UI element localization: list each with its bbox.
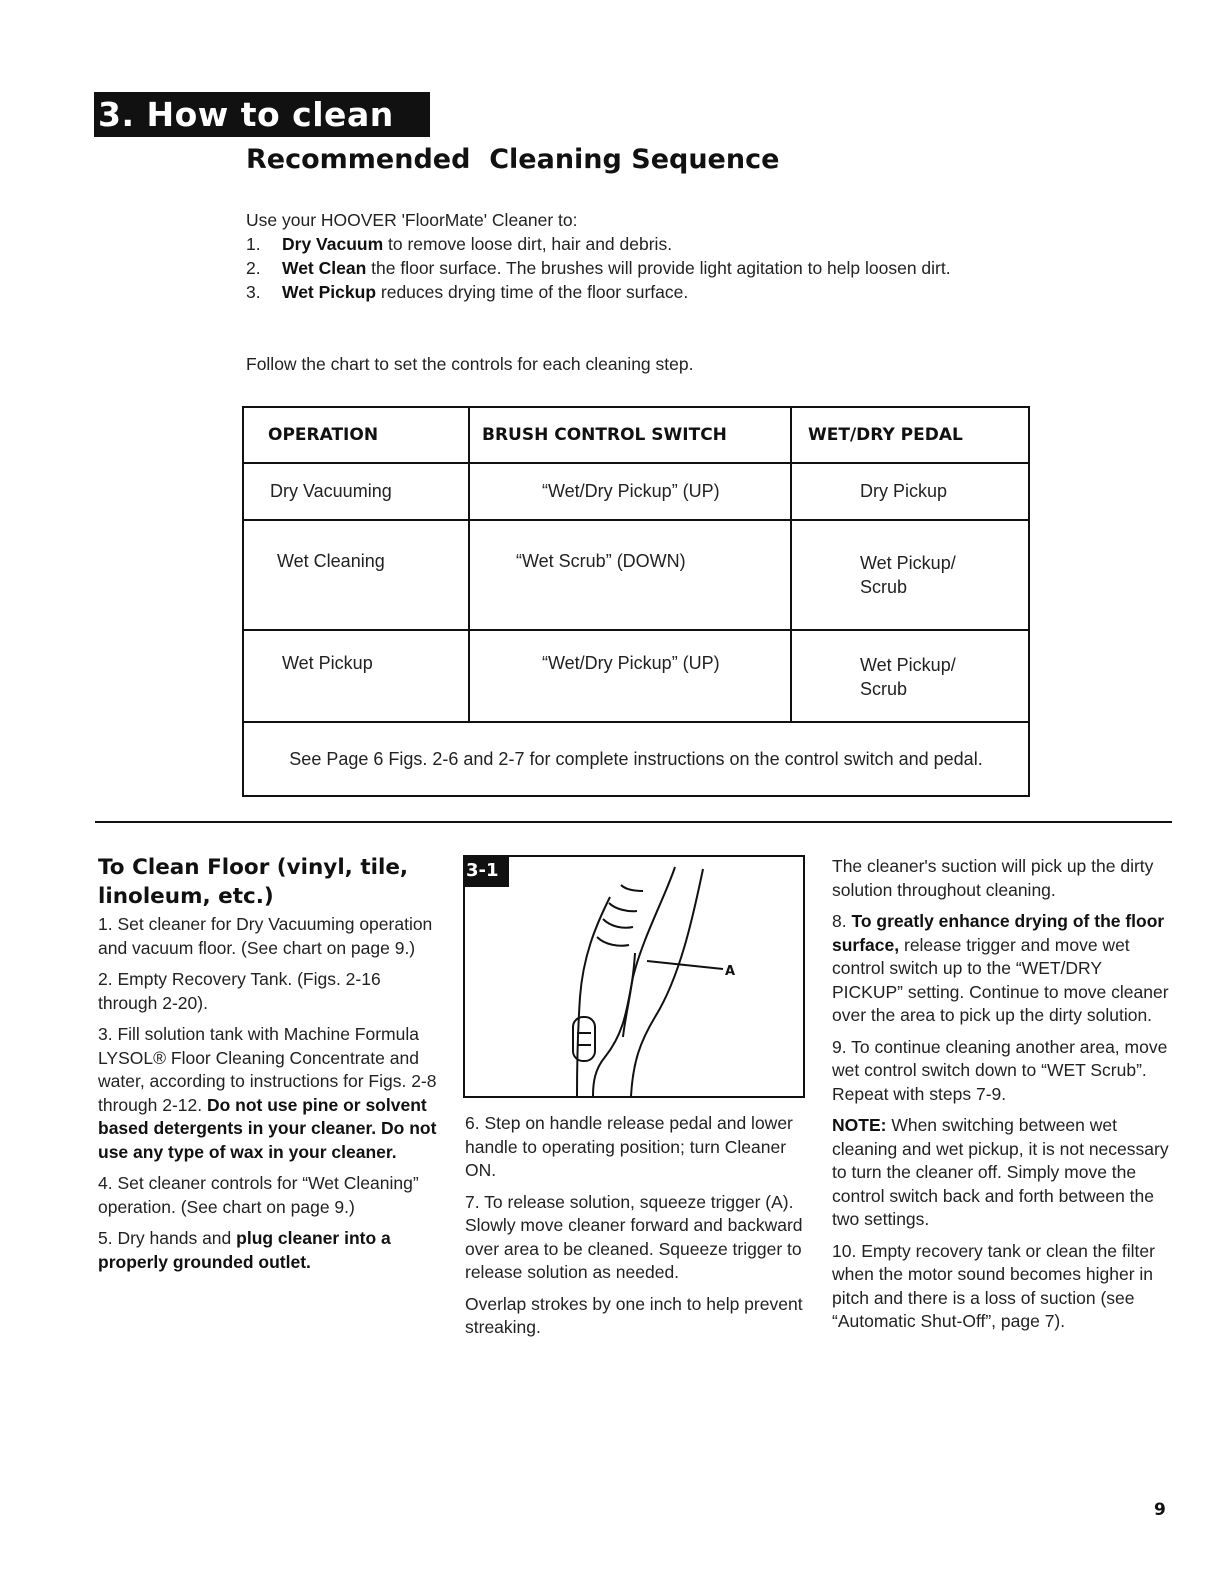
table-header: OPERATION [243, 407, 469, 463]
step-8-text: release trigger and move wet control switch up to the “WET/DRY PICKUP” setting. Continue to move cleaner over the area to pick up the dirty solution. [832, 934, 1169, 1025]
step-5-text: 5. Dry hands and [98, 1228, 237, 1248]
step-9: 9. To continue cleaning another area, move wet control switch down to “WET Scrub”. Repeat with steps 7-9. [832, 1036, 1168, 1104]
step-2: 2. Empty Recovery Tank. (Figs. 2-16 through 2-20). [98, 969, 381, 1013]
intro [246, 208, 1006, 304]
table-cell: Wet Pickup/ Scrub [791, 630, 1029, 722]
table-cell: Wet Pickup/ Scrub [791, 520, 1029, 630]
grip-mark [603, 919, 633, 928]
step-8 [832, 910, 1177, 1028]
pedal-ridges [577, 1033, 591, 1045]
table-cell: “Wet/Dry Pickup” (UP) [469, 463, 791, 520]
suction-note: The cleaner's suction will pick up the dirty solution throughout cleaning. [832, 856, 1154, 900]
step-text: to remove loose dirt, hair and debris. [383, 234, 673, 254]
handle-outline-left [577, 897, 610, 1096]
step-5-bold: plug cleaner into a properly grounded outlet. [98, 1228, 391, 1272]
note-text: When switching between wet cleaning and wet pickup, it is not necessary to turn the cleaner off. Simply move the control switch back and forth between the two settings. [832, 1115, 1169, 1229]
list-item [246, 232, 1006, 256]
chart-intro: Follow the chart to set the controls for each cleaning step. [246, 354, 694, 374]
table-cell: “Wet/Dry Pickup” (UP) [469, 630, 791, 722]
handle-outline-right [631, 869, 703, 1096]
section-title: 3. How to clean [94, 92, 430, 137]
section-divider [95, 821, 1172, 823]
step-keyword: Dry Vacuum [282, 234, 384, 254]
step-number: 2. [246, 258, 261, 278]
table-row [243, 520, 1029, 630]
callout-label: A [725, 964, 736, 979]
figure-3-1 [463, 855, 805, 1098]
note-label: NOTE: [832, 1115, 887, 1135]
page-subtitle: Recommended Cleaning Sequence [246, 144, 780, 175]
step-8-bold: To greatly enhance drying of the floor surface, [832, 911, 1165, 955]
floor-column [98, 853, 443, 1282]
middle-column [465, 1112, 810, 1348]
table-cell: Dry Pickup [791, 463, 1029, 520]
list-item [246, 280, 1006, 304]
pedal-release [573, 1017, 595, 1061]
table-row [243, 630, 1029, 722]
step-3-warning: Do not use pine or solvent based detergents in your cleaner. Do not use any type of wax in your cleaner. [98, 1094, 437, 1162]
step-keyword: Wet Clean [282, 258, 367, 278]
floor-heading: To Clean Floor (vinyl, tile, linoleum, etc.) [98, 855, 409, 909]
step-4: 4. Set cleaner controls for “Wet Cleaning” operation. (See chart on page 9.) [98, 1173, 419, 1217]
handle-outline-inner [593, 867, 675, 1096]
table-row [243, 463, 1029, 520]
callout-line [647, 961, 723, 969]
step-8-number: 8. [832, 911, 852, 931]
grip-mark [609, 903, 637, 911]
cleaner-handle-illustration [465, 857, 803, 1096]
step-number: 1. [246, 234, 261, 254]
step-1: 1. Set cleaner for Dry Vacuuming operation and vacuum floor. (See chart on page 9.) [98, 914, 433, 958]
table-footnote: See Page 6 Figs. 2-6 and 2-7 for complete instructions on the control switch and pedal. [243, 722, 1029, 796]
table-row [243, 722, 1029, 796]
trigger-curve [623, 953, 635, 1037]
page-number: 9 [1154, 1500, 1166, 1520]
step-7: 7. To release solution, squeeze trigger (A). Slowly move cleaner forward and backward over area to be cleaned. Squeeze trigger to release solution as needed. [465, 1191, 803, 1282]
table-header: WET/DRY PEDAL [791, 407, 1029, 463]
step-number: 3. [246, 282, 261, 302]
step-keyword: Wet Pickup [282, 282, 377, 302]
table-cell: Dry Vacuuming [243, 463, 469, 520]
controls-table-wrap [242, 406, 1030, 797]
step-3 [98, 1023, 443, 1164]
controls-table [242, 406, 1030, 797]
figure-label: 3-1 [463, 855, 509, 887]
step-6: 6. Step on handle release pedal and lower handle to operating position; turn Cleaner ON. [465, 1113, 793, 1180]
list-item [246, 256, 1006, 280]
sequence-list [246, 232, 1006, 304]
table-cell: Wet Cleaning [243, 520, 469, 630]
grip-mark [597, 937, 629, 946]
right-column [832, 855, 1177, 1342]
step-3-text: 3. Fill solution tank with Machine Formula LYSOL® Floor Cleaning Concentrate and water, according to instructions for Figs. 2-8 through 2-12. [98, 1024, 437, 1115]
table-header: BRUSH CONTROL SWITCH [469, 407, 791, 463]
step-text: reduces drying time of the floor surface. [376, 282, 689, 302]
grip-mark [621, 885, 643, 891]
note [832, 1114, 1177, 1232]
step-10: 10. Empty recovery tank or clean the filter when the motor sound becomes higher in pitch and there is a loss of suction (see “Automatic Shut-Off”, page 7). [832, 1240, 1155, 1331]
step-text: the floor surface. The brushes will provide light agitation to help loosen dirt. [366, 258, 951, 278]
table-cell: Wet Pickup [243, 630, 469, 722]
step-5 [98, 1227, 443, 1274]
overlap-tip: Overlap strokes by one inch to help prevent streaking. [465, 1293, 803, 1337]
table-cell: “Wet Scrub” (DOWN) [469, 520, 791, 630]
table-header-row [243, 407, 1029, 463]
intro-lead: Use your HOOVER 'FloorMate' Cleaner to: [246, 210, 578, 230]
